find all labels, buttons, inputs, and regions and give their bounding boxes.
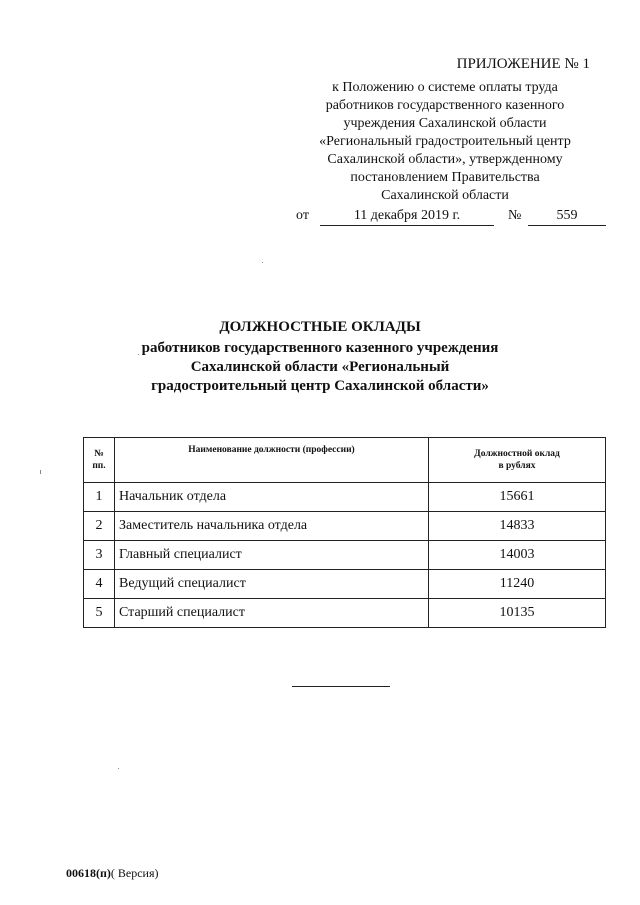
document-subtitle-line: работников государственного казенного учреждения bbox=[141, 340, 499, 356]
row-salary: 14003 bbox=[429, 541, 606, 570]
document-subtitle-line: градостроительный центр Сахалинской области» bbox=[151, 378, 489, 394]
header-number-line: пп. bbox=[92, 461, 106, 471]
scan-speck bbox=[262, 262, 263, 263]
appendix-line: к Положению о системе оплаты труда bbox=[332, 80, 558, 95]
row-number: 5 bbox=[84, 599, 115, 628]
footer-code bbox=[66, 866, 159, 881]
appendix-line: работников государственного казенного bbox=[325, 98, 565, 113]
table-row bbox=[84, 570, 606, 599]
number-value: 559 bbox=[528, 208, 606, 226]
appendix-line: Сахалинской области», утвержденному bbox=[327, 152, 563, 167]
appendix-line: «Региональный градостроительный центр bbox=[319, 134, 571, 149]
row-position: Главный специалист bbox=[115, 541, 429, 570]
scan-speck bbox=[118, 768, 119, 769]
document-heading bbox=[80, 318, 560, 396]
document-title: ДОЛЖНОСТНЫЕ ОКЛАДЫ bbox=[219, 319, 421, 335]
header-number-line: № bbox=[94, 449, 104, 459]
header-position: Наименование должности (профессии) bbox=[115, 438, 429, 483]
header-salary-line: в рублях bbox=[498, 461, 536, 471]
appendix-line: учреждения Сахалинской области bbox=[343, 116, 547, 131]
scan-speck bbox=[138, 354, 139, 355]
appendix-reference bbox=[290, 79, 600, 205]
header-salary bbox=[429, 438, 606, 483]
number-label: № bbox=[508, 208, 522, 223]
approval-date-number bbox=[296, 204, 608, 226]
table-row bbox=[84, 512, 606, 541]
table-row bbox=[84, 599, 606, 628]
header-salary-line: Должностной оклад bbox=[474, 449, 560, 459]
row-position: Старший специалист bbox=[115, 599, 429, 628]
table-header-row bbox=[84, 438, 606, 483]
salary-table bbox=[83, 437, 606, 628]
header-number bbox=[84, 438, 115, 483]
footer-version: ( Версия) bbox=[110, 866, 159, 880]
scan-speck bbox=[40, 470, 41, 474]
appendix-title: ПРИЛОЖЕНИЕ № 1 bbox=[456, 56, 590, 72]
end-divider bbox=[292, 686, 390, 687]
table-row bbox=[84, 541, 606, 570]
appendix-line: Сахалинской области bbox=[381, 188, 509, 203]
row-number: 4 bbox=[84, 570, 115, 599]
row-salary: 10135 bbox=[429, 599, 606, 628]
appendix-line: постановлением Правительства bbox=[350, 170, 540, 185]
row-position: Начальник отдела bbox=[115, 483, 429, 512]
date-value: 11 декабря 2019 г. bbox=[320, 208, 494, 226]
row-number: 2 bbox=[84, 512, 115, 541]
document-subtitle-line: Сахалинской области «Региональный bbox=[190, 359, 450, 375]
row-salary: 11240 bbox=[429, 570, 606, 599]
row-salary: 14833 bbox=[429, 512, 606, 541]
row-number: 1 bbox=[84, 483, 115, 512]
row-salary: 15661 bbox=[429, 483, 606, 512]
row-position: Заместитель начальника отдела bbox=[115, 512, 429, 541]
footer-doc-code: 00618(п) bbox=[66, 866, 111, 880]
row-position: Ведущий специалист bbox=[115, 570, 429, 599]
table-row bbox=[84, 483, 606, 512]
row-number: 3 bbox=[84, 541, 115, 570]
date-label: от bbox=[296, 208, 309, 223]
